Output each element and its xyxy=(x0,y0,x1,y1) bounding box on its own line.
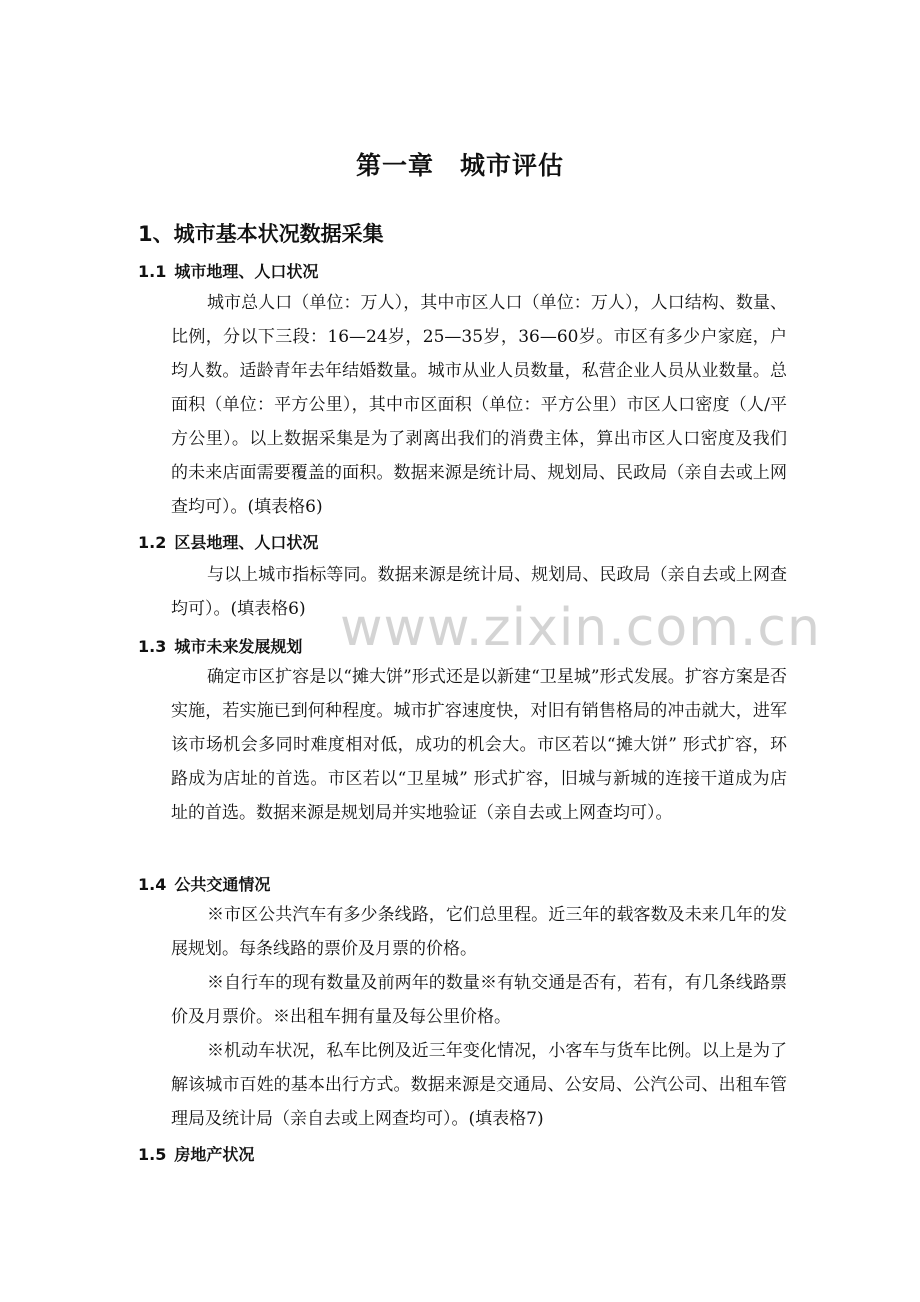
subsection-number: 1.2 xyxy=(138,533,167,552)
paragraph-motor-vehicle: ※机动车状况，私车比例及近三年变化情况，小客车与货车比例。以上是为了解该城市百姓的基本出行方式。数据来源是交通局、公安局、公汽公司、出租车管理局及统计局（亲自去或上网查均可）。(填表格7) xyxy=(171,1041,787,1129)
subsection-title: 区县地理、人口状况 xyxy=(174,533,319,552)
paragraph-city-population: 城市总人口（单位：万人），其中市区人口（单位：万人），人口结构、数量、比例，分以下三段：16—24岁，25—35岁，36—60岁。市区有多少户家庭，户均人数。适龄青年去年结婚数量。城市从业人员数量，私营企业人员从业数量。总面积（单位：平方公里），其中市区面积（单位：平方公里）市区人口密度（人/平方公里）。以上数据采集是为了剥离出我们的消费主体，算出市区人口密度及我们的未来店面需要覆盖的面积。数据来源是统计局、规划局、民政局（亲自去或上网查均可）。(填表格6) xyxy=(171,293,787,517)
subsection-number: 1.3 xyxy=(138,637,167,656)
paragraph-development-plan: 确定市区扩容是以“摊大饼”形式还是以新建“卫星城”形式发展。扩容方案是否实施，若实施已到何种程度。城市扩容速度快，对旧有销售格局的冲击就大，进军该市场机会多同时难度相对低，成功的机会大。市区若以“摊大饼” 形式扩容，环路成为店址的首选。市区若以“卫星城” 形式扩容，旧城与新城的连接干道成为店址的首选。数据来源是规划局并实地验证（亲自去或上网查均可）。 xyxy=(171,667,787,823)
subsection-number: 1.5 xyxy=(138,1145,167,1164)
subsection-heading-1-4 xyxy=(138,872,270,895)
section-heading-1: 1、城市基本状况数据采集 xyxy=(138,222,384,246)
subsection-heading-1-3 xyxy=(138,634,302,657)
subsection-heading-1-2 xyxy=(138,530,318,553)
subsection-heading-1-5 xyxy=(138,1142,254,1165)
subsection-title: 公共交通情况 xyxy=(174,875,271,894)
subsection-title: 城市未来发展规划 xyxy=(174,637,303,656)
subsection-number: 1.1 xyxy=(138,262,167,281)
paragraph-bus: ※市区公共汽车有多少条线路，它们总里程。近三年的载客数及未来几年的发展规划。每条线路的票价及月票的价格。 xyxy=(171,905,787,959)
watermark: www.zixin.com.cn xyxy=(340,598,821,658)
subsection-number: 1.4 xyxy=(138,875,167,894)
paragraph-bicycle-taxi: ※自行车的现有数量及前两年的数量※有轨交通是否有，若有，有几条线路票价及月票价。※出租车拥有量及每公里价格。 xyxy=(171,973,787,1027)
subsection-title: 城市地理、人口状况 xyxy=(174,262,319,281)
subsection-title: 房地产状况 xyxy=(174,1145,255,1164)
chapter-title: 第一章 城市评估 xyxy=(355,151,564,180)
subsection-heading-1-1 xyxy=(138,259,318,282)
paragraph-county-population: 与以上城市指标等同。数据来源是统计局、规划局、民政局（亲自去或上网查均可）。(填表格6) xyxy=(171,565,787,619)
